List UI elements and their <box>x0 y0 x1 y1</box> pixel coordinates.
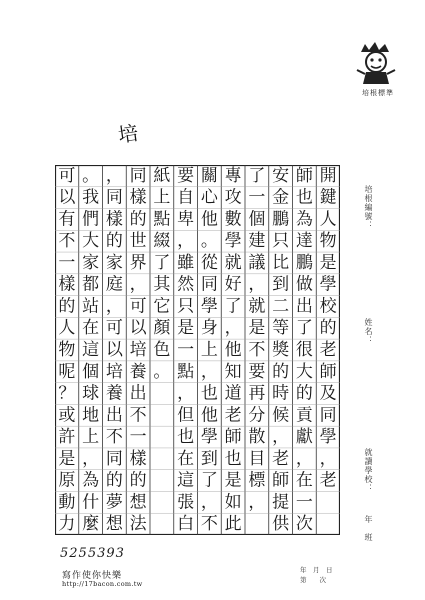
essay-character: 了 <box>200 470 218 491</box>
rank-label: 培根編號： <box>364 185 373 230</box>
essay-character: 也 <box>177 427 195 448</box>
essay-character: 是 <box>224 470 242 491</box>
essay-character: 學 <box>224 231 242 252</box>
essay-character: 想 <box>105 514 123 535</box>
essay-character: 攻 <box>224 187 242 208</box>
essay-character: 安 <box>272 165 290 186</box>
essay-character: 是 <box>58 448 76 469</box>
essay-character: 都 <box>82 274 100 295</box>
essay-character: 獎 <box>272 340 290 360</box>
essay-character: 什 <box>82 492 100 513</box>
essay-character: 好 <box>224 274 242 295</box>
essay-character: 學 <box>319 274 337 295</box>
grade-label: 年 班 <box>364 515 373 542</box>
essay-character: 只 <box>177 296 195 317</box>
essay-character: 們 <box>82 209 100 230</box>
essay-character: 卑 <box>177 209 195 230</box>
essay-character: 大 <box>82 231 100 252</box>
essay-character: 只 <box>272 231 290 252</box>
essay-character: 及 <box>319 383 337 404</box>
essay-character: 了 <box>248 165 266 186</box>
essay-character: ， <box>248 492 266 513</box>
essay-character: 也 <box>295 187 313 208</box>
essay-character: 到 <box>200 448 218 469</box>
essay-character: 達 <box>295 231 313 252</box>
essay-character: 的 <box>129 470 147 491</box>
essay-character: 很 <box>295 340 313 360</box>
essay-character: 老 <box>319 470 337 491</box>
essay-character: 。 <box>82 165 100 186</box>
essay-character: 培 <box>129 340 147 360</box>
essay-character: 他 <box>200 209 218 230</box>
essay-character: ， <box>200 492 218 513</box>
essay-character: 養 <box>129 361 147 382</box>
essay-character: 建 <box>248 231 266 252</box>
essay-character: 樣 <box>129 448 147 469</box>
essay-character: 是 <box>177 318 195 339</box>
essay-character: 張 <box>177 492 195 513</box>
essay-character: 世 <box>129 231 147 252</box>
essay-character: 大 <box>295 361 313 382</box>
essay-character: 的 <box>58 296 76 317</box>
essay-character: ， <box>248 274 266 295</box>
essay-character: 知 <box>224 361 242 382</box>
essay-character: ， <box>105 165 123 186</box>
essay-character: 出 <box>295 296 313 317</box>
essay-character: 道 <box>224 383 242 404</box>
essay-character: 其 <box>153 274 171 295</box>
essay-character: 不 <box>58 231 76 252</box>
essay-character: 以 <box>58 187 76 208</box>
essay-character: 的 <box>129 209 147 230</box>
essay-character: 不 <box>129 405 147 426</box>
essay-character: 標 <box>248 470 266 491</box>
essay-character: 關 <box>200 165 218 186</box>
essay-character: 這 <box>82 340 100 360</box>
essay-character: 的 <box>319 318 337 339</box>
essay-character: 以 <box>129 318 147 339</box>
essay-character: 要 <box>248 361 266 382</box>
essay-character: 的 <box>272 361 290 382</box>
essay-character: 或 <box>58 405 76 426</box>
essay-character: 個 <box>248 209 266 230</box>
essay-character: 出 <box>105 405 123 426</box>
essay-character: 老 <box>319 340 337 360</box>
essay-character: 開 <box>319 165 337 186</box>
essay-character: 做 <box>295 274 313 295</box>
essay-character: 學 <box>200 296 218 317</box>
essay-character: 樣 <box>58 274 76 295</box>
essay-character: 散 <box>248 427 266 448</box>
essay-character: 一 <box>295 492 313 513</box>
essay-character: 從 <box>200 252 218 273</box>
essay-character: 就 <box>224 252 242 273</box>
essay-character: 分 <box>248 405 266 426</box>
essay-character: 一 <box>248 187 266 208</box>
essay-character: 次 <box>295 514 313 535</box>
essay-character: 出 <box>129 383 147 404</box>
essay-character: 如 <box>224 492 242 513</box>
logo-caption: 培根標準 <box>362 89 394 97</box>
essay-character: 球 <box>82 383 100 404</box>
essay-character: 站 <box>82 296 100 317</box>
bacon-mascot-logo <box>355 40 397 86</box>
essay-character: 物 <box>319 231 337 252</box>
date-label: 年 月 日 <box>300 566 333 574</box>
essay-character: 這 <box>177 470 195 491</box>
essay-character: 法 <box>129 514 147 535</box>
essay-character: 人 <box>58 318 76 339</box>
essay-character: 人 <box>319 209 337 230</box>
essay-character: 一 <box>129 427 147 448</box>
essay-character: 是 <box>248 318 266 339</box>
essay-character: 可 <box>105 318 123 339</box>
essay-character: 數 <box>224 209 242 230</box>
essay-character: 為 <box>82 470 100 491</box>
manuscript-grid-lines <box>55 165 340 535</box>
essay-character: 獻 <box>295 427 313 448</box>
essay-character: 可 <box>58 165 76 186</box>
essay-character: 為 <box>295 209 313 230</box>
essay-character: 。 <box>200 231 218 252</box>
manuscript-grid <box>55 165 340 535</box>
essay-character: 白 <box>177 514 195 535</box>
essay-character: 候 <box>272 405 290 426</box>
essay-character: 上 <box>82 427 100 448</box>
essay-character: 家 <box>105 252 123 273</box>
name-label: 姓名： <box>364 318 373 345</box>
essay-character: 目 <box>248 448 266 469</box>
essay-character: 顏 <box>153 318 171 339</box>
essay-character: 同 <box>129 165 147 186</box>
essay-character: 師 <box>319 361 337 382</box>
essay-character: 一 <box>58 252 76 273</box>
essay-character: 樣 <box>105 209 123 230</box>
essay-character: ， <box>129 274 147 295</box>
essay-character: 了 <box>295 318 313 339</box>
essay-character: 一 <box>177 340 195 360</box>
footer-title: 寫作使你快樂 <box>62 571 123 581</box>
essay-character: 不 <box>248 340 266 360</box>
essay-character: 呢 <box>58 361 76 382</box>
essay-character: 鵬 <box>295 252 313 273</box>
essay-character: 可 <box>129 296 147 317</box>
student-id-number: 5255393 <box>60 546 125 561</box>
essay-character: 供 <box>272 514 290 535</box>
essay-character: 我 <box>82 187 100 208</box>
essay-character: 想 <box>129 492 147 513</box>
essay-character: 比 <box>272 252 290 273</box>
essay-character: 鵬 <box>272 209 290 230</box>
essay-character: 老 <box>224 405 242 426</box>
essay-character: ， <box>272 427 290 448</box>
essay-character: ， <box>295 448 313 469</box>
essay-character: 界 <box>129 252 147 273</box>
essay-character: 的 <box>105 470 123 491</box>
essay-character: 二 <box>272 296 290 317</box>
essay-character: 金 <box>272 187 290 208</box>
essay-character: 身 <box>200 318 218 339</box>
essay-character: 再 <box>248 383 266 404</box>
essay-character: 庭 <box>105 274 123 295</box>
essay-character: 他 <box>200 405 218 426</box>
essay-character: 貢 <box>295 405 313 426</box>
essay-character: 也 <box>224 448 242 469</box>
essay-character: 同 <box>105 448 123 469</box>
essay-character: 動 <box>58 492 76 513</box>
essay-character: 它 <box>153 296 171 317</box>
grader-mark: 培 <box>116 120 140 148</box>
essay-character: 專 <box>224 165 242 186</box>
essay-character: 許 <box>58 427 76 448</box>
essay-character: 上 <box>153 187 171 208</box>
essay-character: 到 <box>272 274 290 295</box>
essay-character: 也 <box>200 383 218 404</box>
school-label: 就讀學校： <box>364 448 373 493</box>
essay-character: 雖 <box>177 252 195 273</box>
essay-character: 師 <box>272 470 290 491</box>
essay-character: 紙 <box>153 165 171 186</box>
essay-character: ， <box>177 231 195 252</box>
essay-character: 。 <box>153 361 171 382</box>
essay-character: 學 <box>319 427 337 448</box>
essay-character: 點 <box>153 209 171 230</box>
essay-character: 地 <box>82 405 100 426</box>
essay-character: 不 <box>200 514 218 535</box>
essay-character: 時 <box>272 383 290 404</box>
essay-character: ， <box>319 448 337 469</box>
essay-character: 同 <box>105 187 123 208</box>
essay-character: 樣 <box>129 187 147 208</box>
essay-character: 同 <box>319 405 337 426</box>
essay-character: 心 <box>200 187 218 208</box>
essay-character: 綴 <box>153 231 171 252</box>
essay-character: 自 <box>177 187 195 208</box>
essay-character: 但 <box>177 405 195 426</box>
essay-character: 鍵 <box>319 187 337 208</box>
essay-character: 的 <box>105 231 123 252</box>
footer-url: http://17bacon.com.tw <box>62 580 143 588</box>
essay-character: ， <box>177 383 195 404</box>
essay-character: ， <box>105 296 123 317</box>
essay-character: 培 <box>105 361 123 382</box>
essay-character: 師 <box>224 427 242 448</box>
essay-character: 此 <box>224 514 242 535</box>
essay-character: 在 <box>82 318 100 339</box>
essay-character: 有 <box>58 209 76 230</box>
essay-character: 的 <box>295 383 313 404</box>
essay-character: 點 <box>177 361 195 382</box>
essay-character: 了 <box>224 296 242 317</box>
essay-character: 以 <box>105 340 123 360</box>
essay-character: 麼 <box>82 514 100 535</box>
essay-character: 議 <box>248 252 266 273</box>
essay-character: 力 <box>58 514 76 535</box>
essay-character: 校 <box>319 296 337 317</box>
essay-character: 提 <box>272 492 290 513</box>
essay-character: 他 <box>224 340 242 360</box>
essay-character: 師 <box>295 165 313 186</box>
essay-character: 然 <box>177 274 195 295</box>
essay-character: 是 <box>319 252 337 273</box>
essay-character: 養 <box>105 383 123 404</box>
essay-character: 家 <box>82 252 100 273</box>
essay-character: ， <box>224 318 242 339</box>
essay-character: 色 <box>153 340 171 360</box>
essay-character: 物 <box>58 340 76 360</box>
essay-character: 了 <box>153 252 171 273</box>
essay-character: 個 <box>82 361 100 382</box>
essay-character: 學 <box>200 427 218 448</box>
essay-character: 就 <box>248 296 266 317</box>
essay-character: 等 <box>272 318 290 339</box>
essay-character: 不 <box>105 427 123 448</box>
essay-character: 同 <box>200 274 218 295</box>
essay-character: 要 <box>177 165 195 186</box>
essay-character: 在 <box>295 470 313 491</box>
essay-character: 老 <box>272 448 290 469</box>
essay-character: 原 <box>58 470 76 491</box>
essay-character: ， <box>200 361 218 382</box>
essay-character: ？ <box>58 383 76 404</box>
essay-character: 夢 <box>105 492 123 513</box>
essay-character: 上 <box>200 340 218 360</box>
essay-character: ， <box>82 448 100 469</box>
page-label: 第 次 <box>300 576 326 584</box>
essay-character: 在 <box>177 448 195 469</box>
